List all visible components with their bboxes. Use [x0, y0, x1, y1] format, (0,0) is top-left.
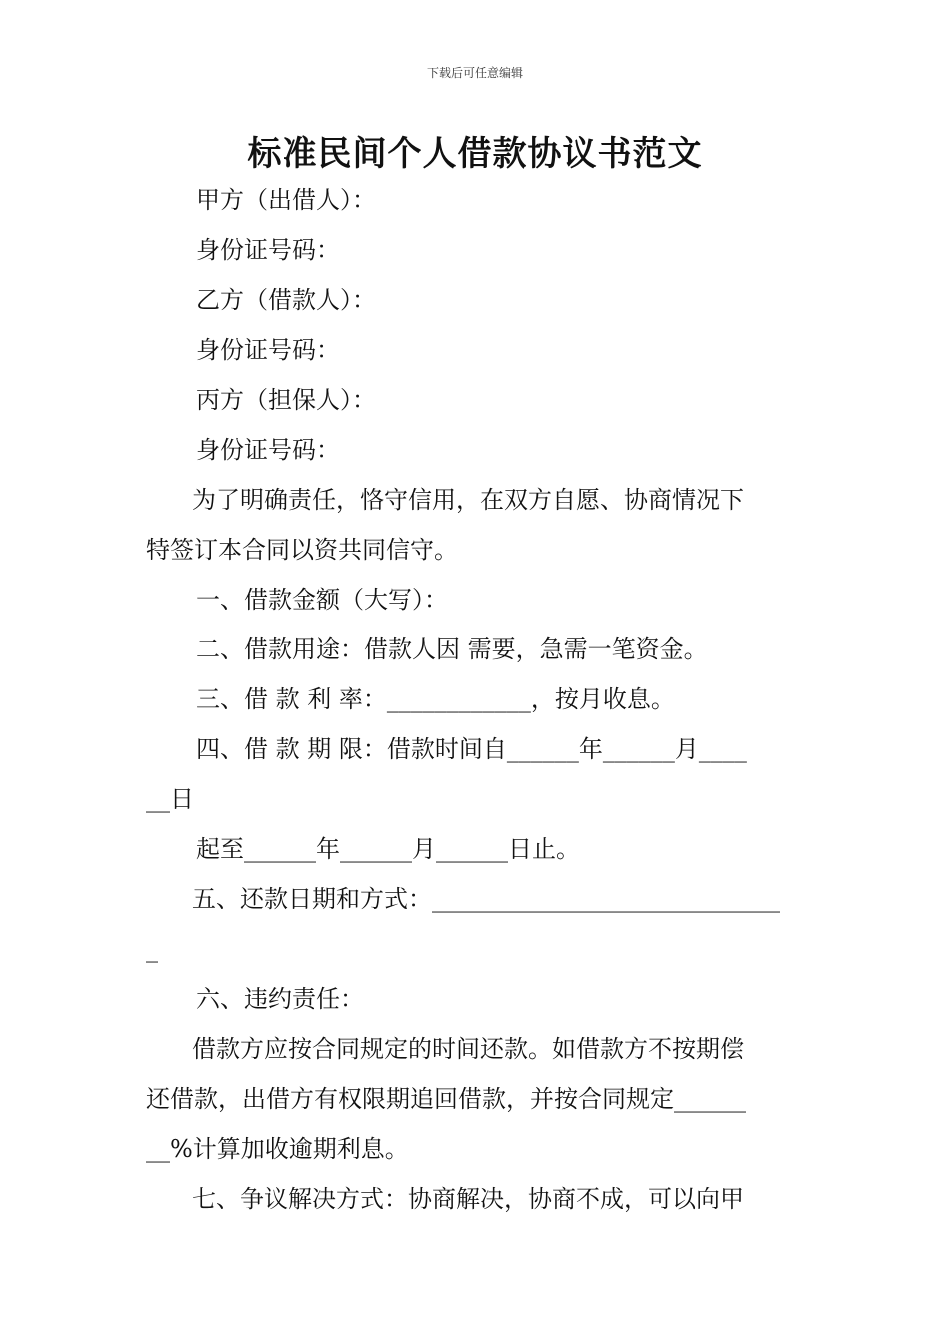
- clause-6-text-line-1: 借款方应按合同规定的时间还款。如借款方不按期偿: [192, 1035, 744, 1063]
- party-b-borrower: 乙方（借款人）：: [196, 286, 376, 314]
- preamble-line-2: 特签订本合同以资共同信守。: [146, 536, 458, 564]
- clause-5-repayment-cont: _: [146, 935, 158, 963]
- header-note: 下载后可任意编辑: [426, 66, 523, 80]
- document-title: 标准民间个人借款协议书范文: [247, 134, 703, 174]
- party-a-id-number: 身份证号码：: [196, 236, 340, 264]
- clause-4-term-end: 起至______年______月______日止。: [196, 835, 580, 863]
- party-a-lender: 甲方（出借人）：: [196, 186, 376, 214]
- clause-2-loan-purpose: 二、借款用途：借款人因 需要，急需一笔资金。: [196, 635, 708, 663]
- preamble-line-1: 为了明确责任，恪守信用，在双方自愿、协商情况下: [192, 486, 744, 514]
- clause-6-default-liability: 六、违约责任：: [196, 985, 364, 1013]
- clause-3-interest-rate: 三、借 款 利 率：____________，按月收息。: [196, 685, 675, 713]
- clause-5-repayment: 五、还款日期和方式：_____________________________: [192, 885, 780, 913]
- clause-1-loan-amount: 一、借款金额（大写）：: [196, 586, 448, 614]
- clause-4-loan-term-cont: __日: [146, 785, 194, 813]
- party-b-id-number: 身份证号码：: [196, 336, 340, 364]
- clause-7-dispute-resolution: 七、争议解决方式：协商解决，协商不成，可以向甲: [192, 1185, 744, 1213]
- clause-6-text-line-3: __%计算加收逾期利息。: [146, 1135, 409, 1163]
- clause-4-loan-term: 四、借 款 期 限：借款时间自______年______月____: [196, 735, 747, 763]
- party-c-id-number: 身份证号码：: [196, 436, 340, 464]
- clause-6-text-line-2: 还借款，出借方有权限期追回借款，并按合同规定______: [146, 1085, 746, 1113]
- party-c-guarantor: 丙方（担保人）：: [196, 386, 376, 414]
